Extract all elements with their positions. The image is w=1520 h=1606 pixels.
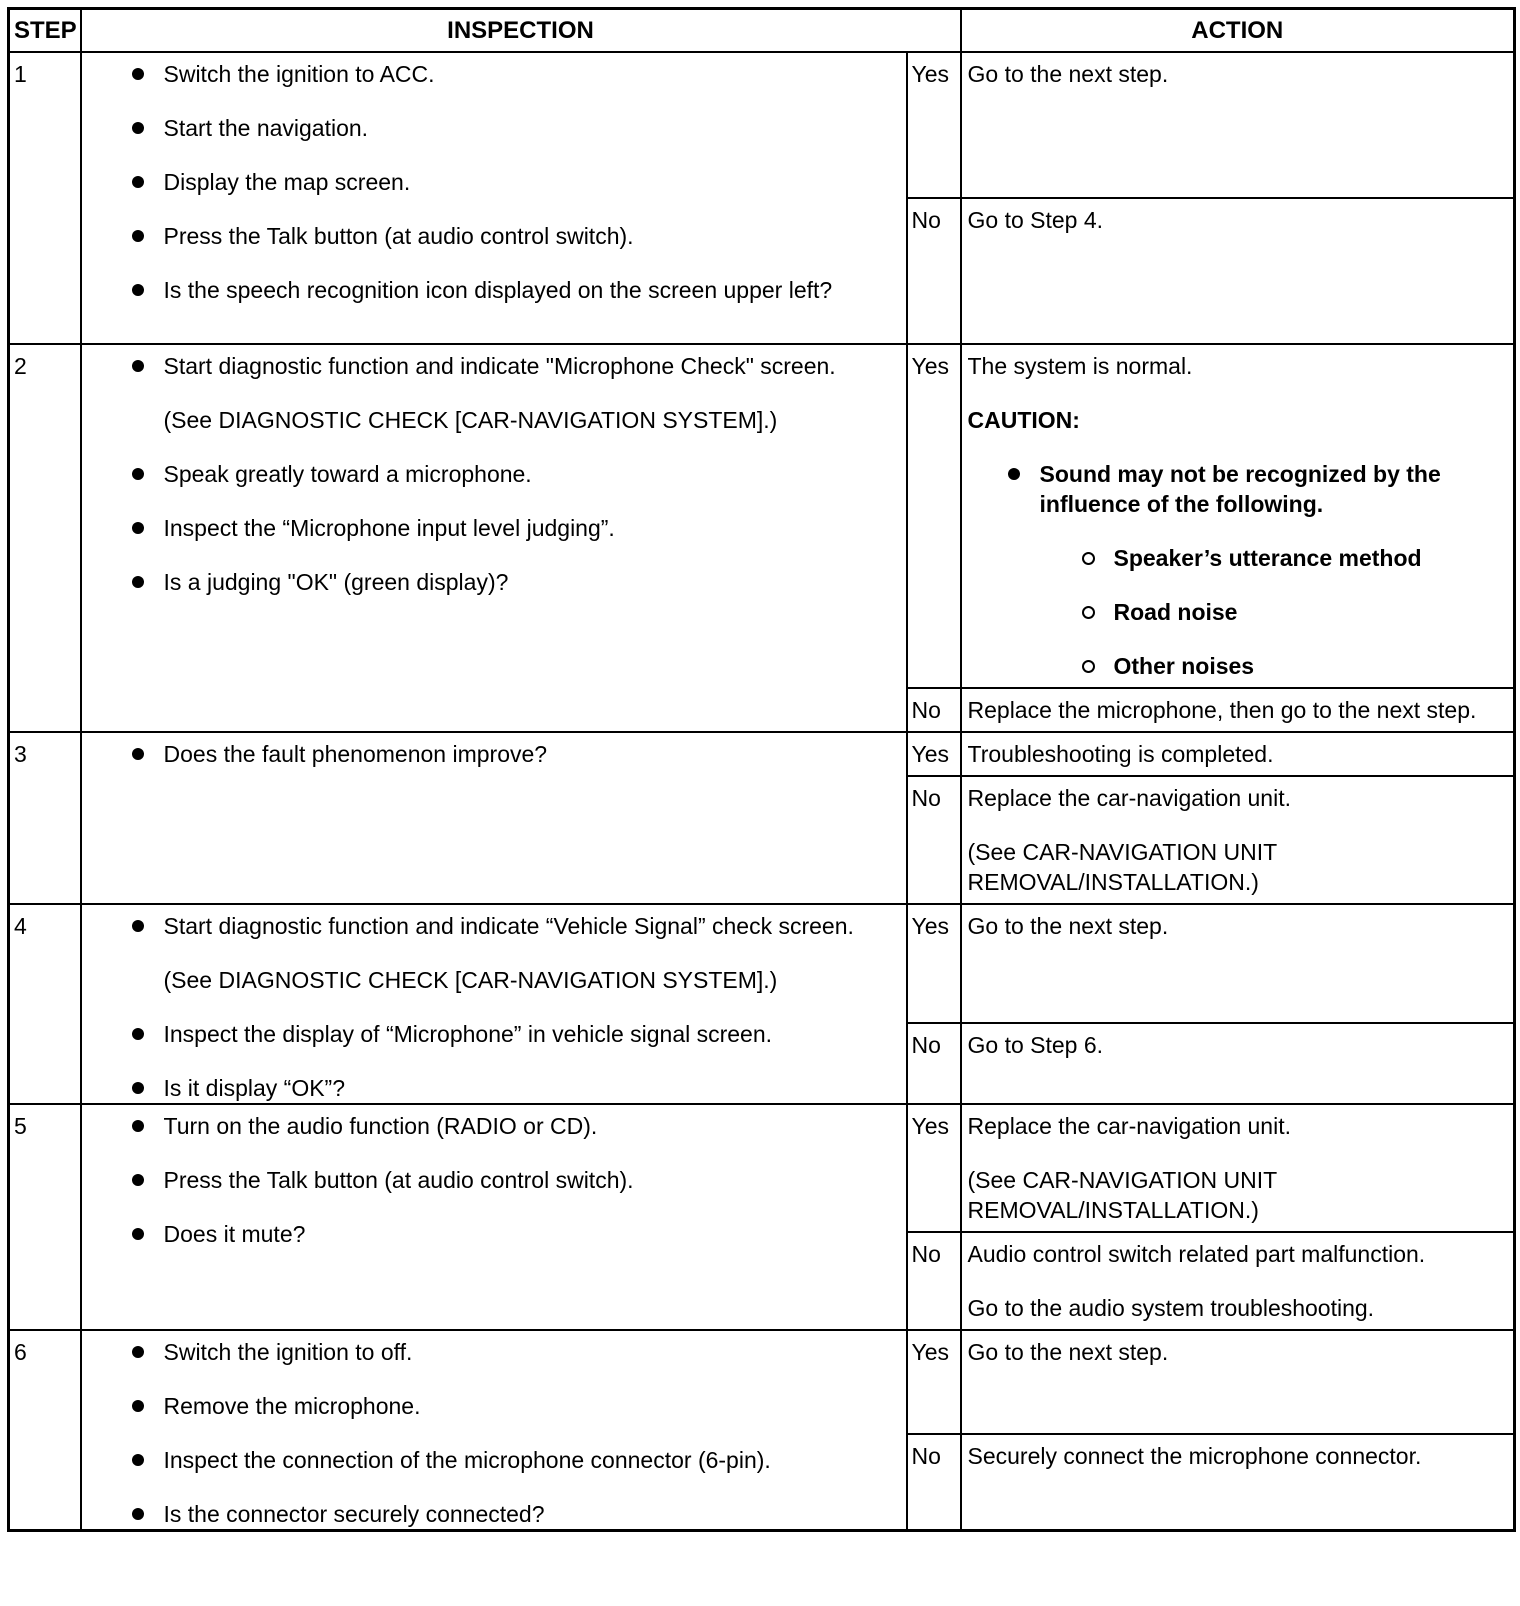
no-action: Go to Step 6. [961,1023,1515,1104]
inspection-item: Switch the ignition to ACC. [132,59,866,89]
inspection-item: Press the Talk button (at audio control switch). [132,221,866,251]
step-3-inspection [81,732,907,904]
inspection-item: Is the connector securely connected? [132,1499,866,1529]
caution-subitem: Other noises [1082,651,1506,681]
bullet-icon [132,122,144,134]
yes-action: Go to the next step. [961,904,1515,1023]
step-number: 3 [9,732,81,904]
bullet-icon [132,1454,144,1466]
step-2-yes-row [9,344,1515,688]
inspection-item: Inspect the display of “Microphone” in vehicle signal screen. [132,1019,866,1049]
reference-note: (See DIAGNOSTIC CHECK [CAR-NAVIGATION SYSTEM].) [163,407,778,433]
bullet-icon [132,522,144,534]
inspection-item: Is a judging "OK" (green display)? [132,567,866,597]
caution-subitem: Speaker’s utterance method [1082,543,1506,573]
no-action: Replace the microphone, then go to the next step. [961,688,1515,732]
circle-bullet-icon [1082,606,1095,619]
inspection-item: Remove the microphone. [132,1391,866,1421]
yes-action: Go to the next step. [961,1330,1515,1434]
step-number: 4 [9,904,81,1104]
inspection-item: Is it display “OK”? [132,1073,866,1103]
step-number: 2 [9,344,81,732]
no-action: Audio control switch related part malfunction. Go to the audio system troubleshooting. [961,1232,1515,1330]
step-2-inspection [81,344,907,732]
yes-action: Go to the next step. [961,52,1515,198]
yes-label: Yes [907,732,961,776]
bullet-icon [132,1400,144,1412]
bullet-icon [132,1028,144,1040]
action-header: ACTION [961,9,1515,53]
no-action: Securely connect the microphone connector. [961,1434,1515,1531]
inspection-item: Start diagnostic function and indicate "Microphone Check" screen. (See DIAGNOSTIC CHECK [CAR-NAVIGATION SYSTEM].) [132,351,866,435]
bullet-icon [132,1346,144,1358]
no-label: No [907,1232,961,1330]
inspection-item: Is the speech recognition icon displayed on the screen upper left? [132,275,866,305]
bullet-icon [132,1228,144,1240]
caution-item: Sound may not be recognized by the influence of the following. Speaker’s utterance method Road noise Other noises [1008,459,1506,681]
no-action: Replace the car-navigation unit. (See CAR-NAVIGATION UNIT REMOVAL/INSTALLATION.) [961,776,1515,904]
bullet-icon [132,576,144,588]
inspection-item: Press the Talk button (at audio control switch). [132,1165,866,1195]
inspection-item: Turn on the audio function (RADIO or CD). [132,1111,866,1141]
bullet-icon [132,748,144,760]
inspection-item: Does it mute? [132,1219,866,1249]
no-label: No [907,1023,961,1104]
bullet-icon [132,1174,144,1186]
header-row [9,9,1515,53]
step-5-inspection [81,1104,907,1330]
inspection-item: Inspect the connection of the microphone connector (6-pin). [132,1445,866,1475]
bullet-icon [132,284,144,296]
yes-label: Yes [907,1330,961,1434]
no-label: No [907,1434,961,1531]
step-6-yes-row [9,1330,1515,1434]
caution-title: CAUTION: [967,407,1080,433]
inspection-item: Start diagnostic function and indicate “Vehicle Signal” check screen. (See DIAGNOSTIC CHECK [CAR-NAVIGATION SYSTEM].) [132,911,866,995]
caution-list [968,459,1506,681]
bullet-icon [132,920,144,932]
yes-label: Yes [907,1104,961,1232]
bullet-icon [132,1120,144,1132]
no-label: No [907,776,961,904]
bullet-icon [132,1508,144,1520]
step-3-yes-row [9,732,1515,776]
bullet-icon [132,360,144,372]
bullet-icon [1008,468,1020,480]
bullet-icon [132,468,144,480]
step-1-yes-row [9,52,1515,198]
inspection-item: Inspect the “Microphone input level judging”. [132,513,866,543]
bullet-icon [132,68,144,80]
no-label: No [907,198,961,344]
yes-label: Yes [907,52,961,198]
troubleshooting-table [7,7,1516,1532]
bullet-icon [132,1082,144,1094]
no-action: Go to Step 4. [961,198,1515,344]
step-6-inspection [81,1330,907,1531]
yes-action: Replace the car-navigation unit. (See CAR-NAVIGATION UNIT REMOVAL/INSTALLATION.) [961,1104,1515,1232]
inspection-item: Switch the ignition to off. [132,1337,866,1367]
inspection-item: Does the fault phenomenon improve? [132,739,866,769]
inspection-item: Display the map screen. [132,167,866,197]
bullet-icon [132,230,144,242]
step-number: 1 [9,52,81,344]
step-5-yes-row [9,1104,1515,1232]
circle-bullet-icon [1082,660,1095,673]
step-1-inspection [81,52,907,344]
step-4-yes-row [9,904,1515,1023]
yes-action: The system is normal. CAUTION: Sound may not be recognized by the influence of the following. Speaker’s utterance method Road noise Other noises [961,344,1515,688]
yes-label: Yes [907,344,961,688]
step-4-inspection [81,904,907,1104]
caution-subitem: Road noise [1082,597,1506,627]
yes-label: Yes [907,904,961,1023]
step-number: 6 [9,1330,81,1531]
inspection-item: Start the navigation. [132,113,866,143]
bullet-icon [132,176,144,188]
inspection-item: Speak greatly toward a microphone. [132,459,866,489]
circle-bullet-icon [1082,552,1095,565]
step-number: 5 [9,1104,81,1330]
inspection-header: INSPECTION [81,9,961,53]
reference-note: (See DIAGNOSTIC CHECK [CAR-NAVIGATION SYSTEM].) [163,967,778,993]
yes-action: Troubleshooting is completed. [961,732,1515,776]
no-label: No [907,688,961,732]
step-header: STEP [9,9,81,53]
